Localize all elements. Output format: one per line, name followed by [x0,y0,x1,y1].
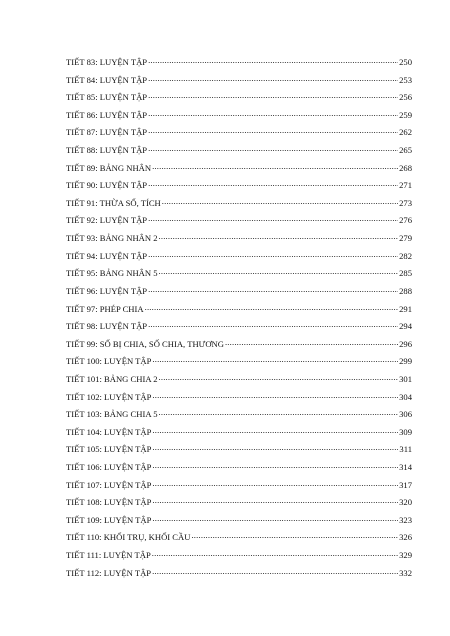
toc-entry-page-number: 265 [399,145,412,156]
toc-entry-page-number: 329 [399,550,412,561]
dot-leader [152,566,398,576]
toc-entry-page-number: 294 [399,321,412,332]
toc-entry[interactable] [66,477,412,495]
dot-leader [148,213,398,223]
toc-entry-page-number: 291 [399,303,412,314]
dot-leader [152,161,398,171]
toc-entry-page-number: 306 [399,409,412,420]
toc-entry-title: TIẾT 89: BẢNG NHÂN [66,162,152,173]
dot-leader [148,249,398,259]
toc-entry-title: TIẾT 83: LUYỆN TẬP [66,57,148,67]
dot-leader [152,513,398,523]
toc-entry[interactable] [66,142,412,160]
dot-leader [159,407,399,417]
toc-entry[interactable] [66,301,412,319]
dot-leader [148,90,398,100]
toc-entry-page-number: 301 [399,373,412,384]
toc-entry[interactable] [66,565,412,583]
toc-entry[interactable] [66,353,412,371]
toc-entry[interactable] [66,459,412,477]
toc-entry[interactable] [66,89,412,107]
toc-entry[interactable] [66,124,412,142]
toc-entry[interactable] [66,72,412,90]
toc-entry-page-number: 311 [399,444,412,455]
toc-entry[interactable] [66,248,412,266]
toc-entry-title: TIẾT 110: KHỐI TRỤ, KHỐI CẦU [66,532,191,543]
toc-entry[interactable] [66,177,412,195]
dot-leader [225,337,398,347]
toc-entry-title: TIẾT 92: LUYỆN TẬP [66,215,148,226]
toc-entry-title: TIẾT 106: LUYỆN TẬP [66,462,152,473]
toc-entry[interactable] [66,406,412,424]
toc-entry-title: TIẾT 86: LUYỆN TẬP [66,109,148,120]
dot-leader [148,143,398,153]
toc-entry-title: TIẾT 88: LUYỆN TẬP [66,145,148,156]
toc-entry[interactable] [66,424,412,442]
toc-entry-title: TIẾT 112: LUYỆN TẬP [66,567,152,578]
toc-entry-page-number: 323 [399,514,412,525]
toc-entry-page-number: 285 [399,268,412,279]
toc-entry-title: TIẾT 103: BẢNG CHIA 5 [66,409,158,420]
dot-leader [148,108,398,118]
dot-leader [148,73,398,83]
toc-entry[interactable] [66,371,412,389]
toc-entry-title: TIẾT 94: LUYỆN TẬP [66,250,148,261]
toc-entry-title: TIẾT 109: LUYỆN TẬP [66,514,152,525]
dot-leader [152,354,398,364]
dot-leader [152,442,398,452]
dot-leader [152,425,398,435]
toc-entry-page-number: 317 [399,479,412,490]
dot-leader [152,390,398,400]
toc-entry[interactable] [66,54,412,72]
toc-entry[interactable] [66,283,412,301]
toc-entry[interactable] [66,336,412,354]
toc-entry-title: TIẾT 102: LUYỆN TẬP [66,391,152,402]
toc-entry-page-number: 314 [399,462,412,473]
toc-entry-page-number: 256 [399,92,412,103]
toc-entry-title: TIẾT 101: BẢNG CHIA 2 [66,373,158,384]
dot-leader [148,319,398,329]
toc-entry[interactable] [66,212,412,230]
dot-leader [148,55,398,65]
dot-leader [148,125,398,135]
dot-leader [152,548,398,558]
dot-leader [191,530,398,540]
toc-entry[interactable] [66,318,412,336]
dot-leader [148,284,398,294]
toc-entry-page-number: 309 [399,426,412,437]
toc-entry-title: TIẾT 93: BẢNG NHÂN 2 [66,233,158,244]
dot-leader [162,196,398,206]
toc-entry[interactable] [66,494,412,512]
toc-entry[interactable] [66,389,412,407]
toc-entry[interactable] [66,529,412,547]
toc-entry-title: TIẾT 108: LUYỆN TẬP [66,497,152,508]
dot-leader [159,231,399,241]
dot-leader [145,302,399,312]
toc-entry-title: TIẾT 84: LUYỆN TẬP [66,74,148,85]
toc-entry[interactable] [66,107,412,125]
toc-entry-page-number: 288 [399,285,412,296]
toc-entry-page-number: 262 [399,127,412,138]
dot-leader [152,460,398,470]
toc-entry-page-number: 282 [399,250,412,261]
toc-entry-page-number: 276 [399,215,412,226]
toc-entry[interactable] [66,195,412,213]
toc-entry-page-number: 326 [399,532,412,543]
toc-entry-title: TIẾT 99: SỐ BỊ CHIA, SỐ CHIA, THƯƠNG [66,338,224,349]
toc-entry-title: TIẾT 98: LUYỆN TẬP [66,321,148,332]
toc-entry-title: TIẾT 105: LUYỆN TẬP [66,444,152,455]
toc-entry-title: TIẾT 91: THỪA SỐ, TÍCH [66,197,161,208]
toc-entry-title: TIẾT 85: LUYỆN TẬP [66,92,148,103]
toc-entry-page-number: 259 [399,109,412,120]
toc-entry-title: TIẾT 104: LUYỆN TẬP [66,426,152,437]
toc-entry-page-number: 320 [399,497,412,508]
toc-entry-page-number: 253 [399,74,412,85]
toc-entry-page-number: 304 [399,391,412,402]
toc-entry-title: TIẾT 90: LUYỆN TẬP [66,180,148,191]
toc-entry-title: TIẾT 100: LUYỆN TẬP [66,356,152,367]
toc-entry-title: TIẾT 107: LUYỆN TẬP [66,479,152,490]
toc-entry-page-number: 250 [399,57,412,67]
toc-entry-page-number: 273 [399,197,412,208]
toc-entry-title: TIẾT 96: LUYỆN TẬP [66,285,148,296]
toc-entry-title: TIẾT 111: LUYỆN TẬP [66,550,151,561]
toc-entry[interactable] [66,441,412,459]
toc-entry-page-number: 268 [399,162,412,173]
dot-leader [152,478,398,488]
toc-entry-page-number: 299 [399,356,412,367]
toc-entry-title: TIẾT 87: LUYỆN TẬP [66,127,148,138]
toc-entry-page-number: 332 [399,567,412,578]
toc-entry-page-number: 279 [399,233,412,244]
dot-leader [159,266,399,276]
toc-entry[interactable] [66,547,412,565]
toc-entry[interactable] [66,265,412,283]
toc-entry-title: TIẾT 97: PHÉP CHIA [66,303,144,314]
toc-entry[interactable] [66,512,412,530]
toc-entry[interactable] [66,230,412,248]
toc-entry-page-number: 271 [399,180,412,191]
dot-leader [159,372,399,382]
dot-leader [152,495,398,505]
toc-entry-title: TIẾT 95: BẢNG NHÂN 5 [66,268,158,279]
table-of-contents [66,54,412,582]
dot-leader [148,178,398,188]
toc-entry[interactable] [66,160,412,178]
toc-entry-page-number: 296 [399,338,412,349]
